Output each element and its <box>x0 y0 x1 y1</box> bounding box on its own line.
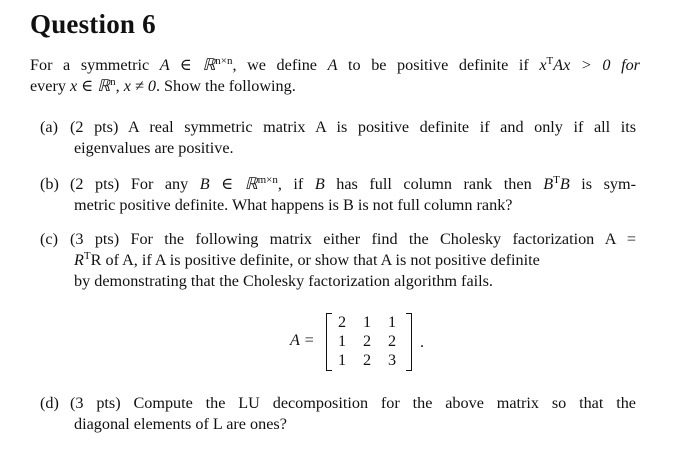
part-b <box>40 174 636 216</box>
part-a-label: (a) <box>40 118 58 136</box>
part-c-label: (c) <box>40 230 58 248</box>
part-d-line-2: diagonal elements of L are ones? <box>74 415 287 433</box>
intro-line-2: every x ∈ ℝ$^n$, x ≠ 0. Show the following. <box>30 76 296 95</box>
part-b-label: (b) <box>40 175 59 193</box>
part-a-line-1: (a) (2 pts) A real symmetric matrix A is positive definite if and only if all its <box>40 118 636 136</box>
matrix-cell: 1 <box>337 351 347 369</box>
matrix-cell: 1 <box>337 332 347 350</box>
part-d-label: (d) <box>40 394 59 412</box>
matrix-cell: 2 <box>337 313 347 331</box>
part-a <box>40 117 636 159</box>
matrix-label: A = <box>290 331 315 349</box>
matrix-cell: 3 <box>387 351 397 369</box>
part-b-line-2: metric positive definite. What happens is B is not full column rank? <box>74 196 513 214</box>
part-b-line-1: (b) (2 pts) For any B ∈ ℝ$^{m\times n}$, if B has full column rank then $B^TB$ is sym- <box>40 174 636 193</box>
matrix-cell: 1 <box>362 313 372 331</box>
part-c-line-1: (c) (3 pts) For the following matrix either find the Cholesky factorization A = <box>40 230 636 248</box>
intro-line-1: For a symmetric A ∈ ℝ$^{n\times n}$, we define A to be positive definite if $x^TAx > 0$ for <box>30 55 640 74</box>
part-d-line-1: (d) (3 pts) Compute the LU decomposition for the above matrix so that the <box>40 394 636 412</box>
part-d <box>40 393 636 435</box>
matrix-cell: 2 <box>387 332 397 350</box>
part-c <box>40 229 636 292</box>
matrix-cell: 2 <box>362 351 372 369</box>
part-c-line-2: $R^TR$ of A, if A is positive definite, or show that A is not positive definite <box>74 250 540 269</box>
matrix-right-bracket <box>406 313 412 371</box>
matrix-cell: 2 <box>362 332 372 350</box>
question-title: Question 6 <box>30 9 156 39</box>
matrix-cell: 1 <box>387 313 397 331</box>
part-c-line-3: by demonstrating that the Cholesky factorization algorithm fails. <box>74 272 493 290</box>
question-intro <box>30 55 640 97</box>
part-a-line-2: eigenvalues are positive. <box>74 139 234 157</box>
matrix-period: . <box>420 333 425 351</box>
